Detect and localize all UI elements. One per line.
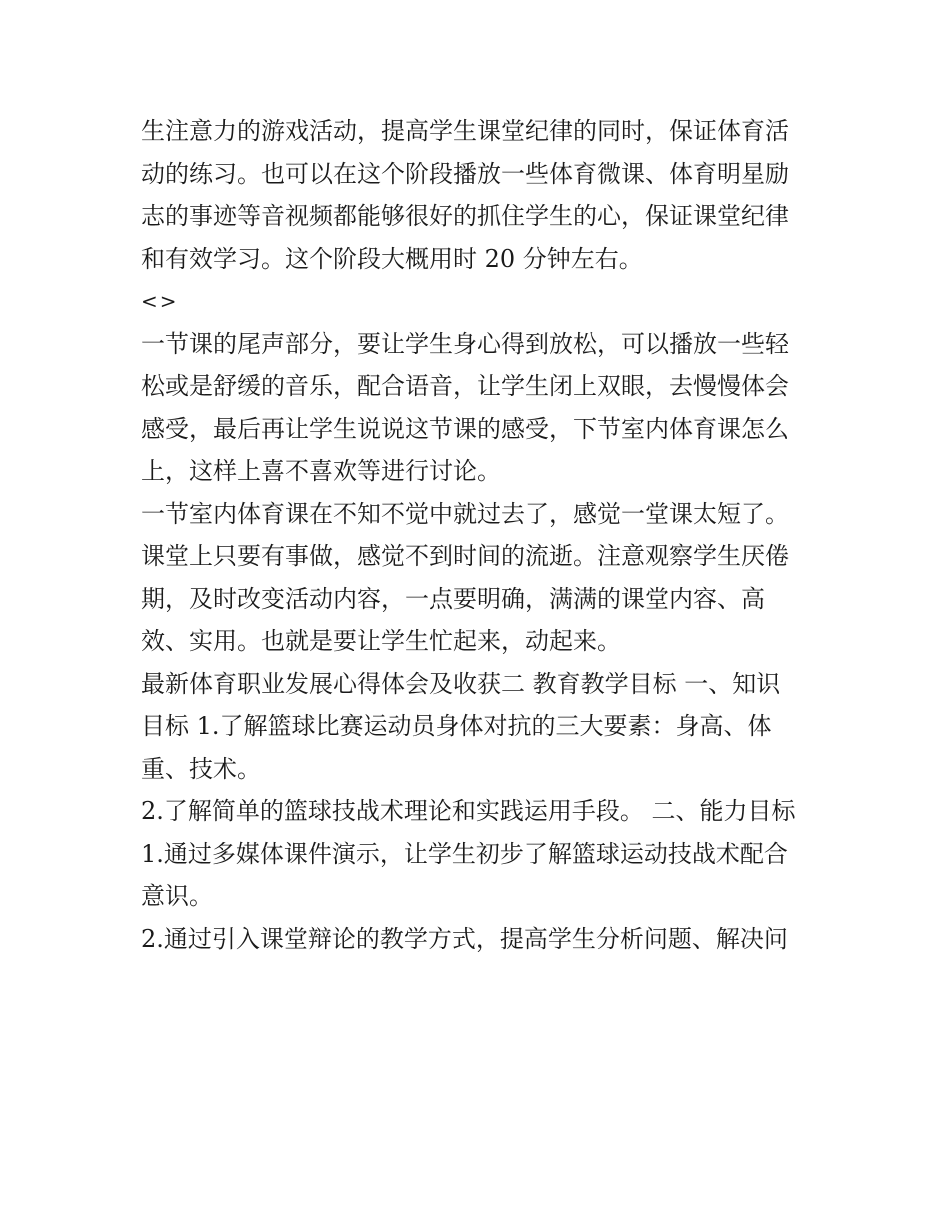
text-line: 效、实用。也就是要让学生忙起来，动起来。 <box>141 627 621 655</box>
text-line: 最新体育职业发展心得体会及收获二 教育教学目标 一、知识 <box>141 669 781 698</box>
document-body <box>141 110 821 960</box>
text-line: 1.通过多媒体课件演示，让学生初步了解篮球运动技战术配合 <box>141 839 788 868</box>
text-line: 目标 1.了解篮球比赛运动员身体对抗的三大要素：身高、体 <box>141 712 772 740</box>
angle-bracket-marker: <> <box>141 289 179 313</box>
text-line: 上，这样上喜不喜欢等进行讨论。 <box>141 457 501 485</box>
text-line: 一节课的尾声部分，要让学生身心得到放松，可以播放一些轻 <box>141 329 789 358</box>
text-line: 松或是舒缓的音乐，配合语音，让学生闭上双眼，去慢慢体会 <box>141 372 789 400</box>
paragraph-classroom-debate <box>141 918 821 961</box>
text-line: 课堂上只要有事做，感觉不到时间的流逝。注意观察学生厌倦 <box>141 542 789 570</box>
text-line: 生注意力的游戏活动，提高学生课堂纪律的同时，保证体育活 <box>141 117 789 145</box>
paragraph-class-ending <box>141 323 821 493</box>
paragraph-indoor-pe-summary <box>141 493 821 663</box>
text-line: 2.了解简单的篮球技战术理论和实践运用手段。 二、能力目标 <box>141 797 796 825</box>
text-line: 期，及时改变活动内容，一点要明确，满满的课堂内容、高 <box>141 584 765 613</box>
paragraph-ability-objectives <box>141 790 821 918</box>
text-line: 感受，最后再让学生说说这节课的感受，下节室内体育课怎么 <box>141 414 789 443</box>
paragraph-classroom-discipline <box>141 110 821 280</box>
text-line: 和有效学习。这个阶段大概用时 20 分钟左右。 <box>141 244 643 273</box>
text-line: 一节室内体育课在不知不觉中就过去了，感觉一堂课太短了。 <box>141 499 789 528</box>
text-line: 重、技术。 <box>141 754 261 783</box>
paragraph-marker <box>141 280 821 323</box>
text-line: 动的练习。也可以在这个阶段播放一些体育微课、体育明星励 <box>141 159 789 188</box>
text-line: 志的事迹等音视频都能够很好的抓住学生的心，保证课堂纪律 <box>141 202 789 230</box>
text-line: 意识。 <box>141 882 213 910</box>
text-line: 2.通过引入课堂辩论的教学方式，提高学生分析问题、解决问 <box>141 924 788 953</box>
paragraph-knowledge-objectives <box>141 663 821 791</box>
